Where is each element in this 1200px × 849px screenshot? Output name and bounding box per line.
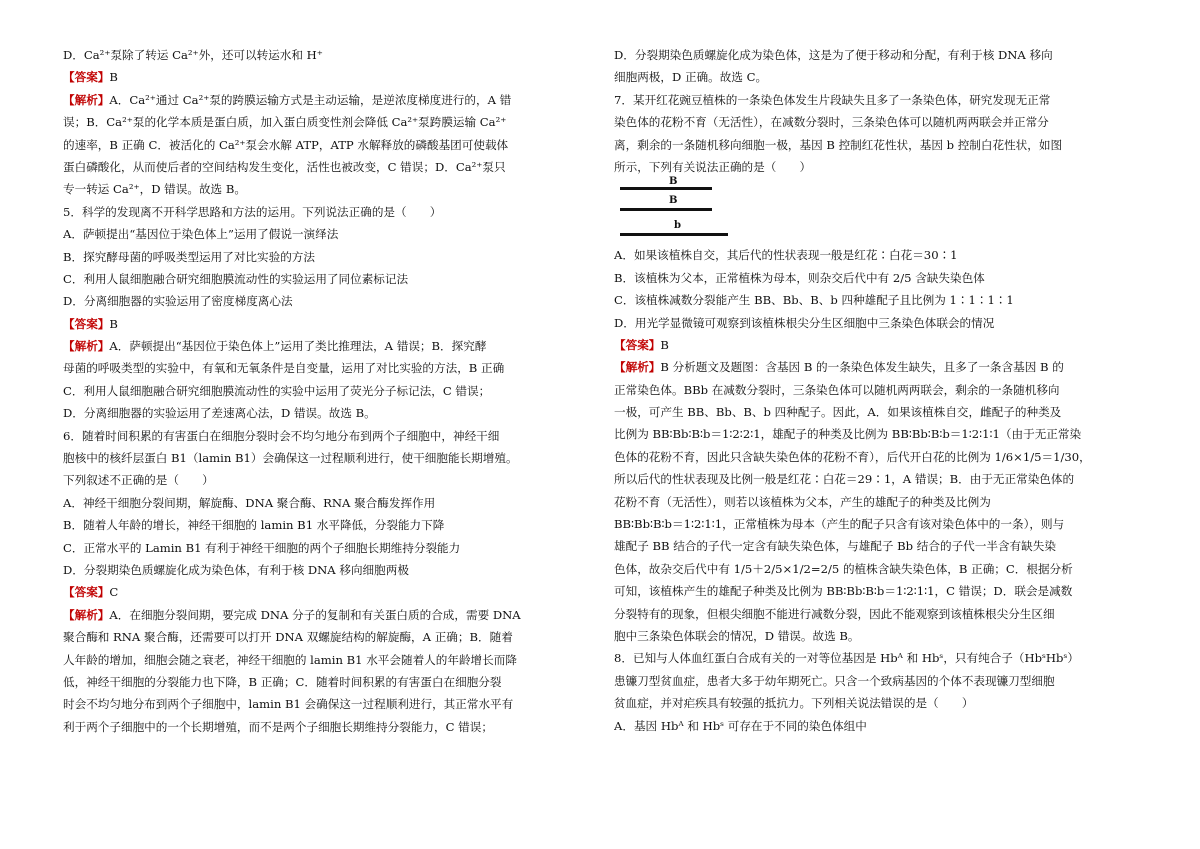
text-line (614, 356, 1142, 378)
text-line (63, 111, 587, 133)
text-line (614, 289, 1142, 311)
text-line (614, 468, 1142, 490)
left-column (63, 44, 587, 738)
line-text: 贫血症，并对疟疾具有较强的抵抗力。下列相关说法错误的是（ ） (614, 696, 974, 711)
answer-tag: 【解析】 (63, 607, 110, 622)
text-line (614, 244, 1142, 266)
answer-tag: 【答案】 (63, 585, 110, 600)
answer-tag: 【解析】 (63, 339, 110, 354)
line-text: 下列叙述不正确的是（ ） (63, 473, 214, 488)
text-line (614, 379, 1142, 401)
text-line (63, 89, 587, 111)
line-text: D．分裂期染色质螺旋化成为染色体，这是为了便于移动和分配，有利于核 DNA 移向 (614, 48, 1053, 62)
line-text: 患镰刀型贫血症，患者大多于幼年期死亡。只含一个致病基因的个体不表现镰刀型细胞 (614, 673, 1055, 688)
right-column (614, 44, 1142, 737)
line-text: 色体的花粉不育，因此只含缺失染色体的花粉不育），后代开白花的比例为 1/6×1/5＝1/30， (614, 449, 1091, 464)
line-text: 所示，下列有关说法正确的是（ ） (614, 159, 812, 174)
line-text: A．如果该植株自交，其后代的性状表现一般是红花∶白花＝30∶1 (614, 248, 958, 263)
text-line (614, 267, 1142, 289)
line-text: 蛋白磷酸化，从而使后者的空间结构发生变化，活性也被改变，C 错误；D．Ca²⁺泵只 (63, 159, 506, 174)
gene-label-3: b (674, 220, 681, 232)
line-text: 细胞两极，D 正确。故选 C。 (614, 70, 768, 85)
text-line (63, 178, 587, 200)
text-line (63, 44, 587, 66)
text-line (63, 604, 587, 626)
text-line (614, 535, 1142, 557)
line-text: 正常染色体。BBb 在减数分裂时，三条染色体可以随机两两联会，剩余的一条随机移向 (614, 382, 1060, 397)
line-text: A．萨顿提出“基因位于染色体上”运用了假说一演绎法 (63, 227, 339, 242)
text-line (63, 335, 587, 357)
line-text: 离，剩余的一条随机移向细胞一极，基因 B 控制红花性状，基因 b 控制白花性状，如图 (614, 137, 1063, 152)
line-text: 专一转运 Ca²⁺，D 错误。故选 B。 (63, 182, 246, 197)
line-text: C (109, 585, 119, 600)
line-text: 一极，可产生 BB、Bb、B、b 四种配子。因此，A．如果该植株自交，雌配子的种类及 (614, 405, 1062, 420)
line-text: 胞中三条染色体联会的情况，D 错误。故选 B。 (614, 628, 860, 643)
text-line (614, 603, 1142, 625)
right-column-top (614, 44, 1142, 178)
line-text: A．基因 Hbᴬ 和 Hbˢ 可存在于不同的染色体组中 (614, 718, 867, 733)
line-text: 比例为 BB∶Bb∶B∶b＝1∶2∶2∶1，雄配子的种类及比例为 BB∶Bb∶B∶b＝1∶2∶1∶1（由于无正常染 (614, 427, 1082, 442)
answer-tag: 【答案】 (63, 70, 110, 85)
line-text: C．利用人鼠细胞融合研究细胞膜流动性的实验运用了同位素标记法 (63, 271, 409, 286)
line-text: A．神经干细胞分裂间期，解旋酶、DNA 聚合酶、RNA 聚合酶发挥作用 (63, 495, 436, 510)
text-line (614, 446, 1142, 468)
text-line (614, 156, 1142, 178)
line-text: B．随着人年龄的增长，神经干细胞的 lamin B1 水平降低，分裂能力下降 (63, 518, 445, 533)
gene-label-2: B (669, 195, 678, 207)
text-line (614, 715, 1142, 737)
text-line (63, 156, 587, 178)
line-text: 时会不均匀地分布到两个子细胞中，lamin B1 会确保这一过程顺利进行，其正常水平有 (63, 697, 514, 712)
line-text: 利于两个子细胞中的一个长期增殖，而不是两个子细胞长期维持分裂能力，C 错误； (63, 719, 493, 734)
answer-tag: 【解析】 (614, 360, 661, 375)
text-line (614, 89, 1142, 111)
text-line (63, 402, 587, 424)
line-text: C．该植株减数分裂能产生 BB、Bb、B、b 四种雄配子且比例为 1∶1∶1∶1 (614, 293, 1014, 308)
text-line (63, 559, 587, 581)
gene-label-1: B (669, 176, 678, 188)
text-line (63, 313, 587, 335)
line-text: 聚合酶和 RNA 聚合酶，还需要可以打开 DNA 双螺旋结构的解旋酶，A 正确；B．随着 (63, 630, 513, 645)
text-line (63, 492, 587, 514)
text-line (614, 401, 1142, 423)
line-text: B (109, 316, 118, 331)
line-text: D．用光学显微镜可观察到该植株根尖分生区细胞中三条染色体联会的情况 (614, 315, 995, 330)
text-line (63, 357, 587, 379)
line-text: B．探究酵母菌的呼吸类型运用了对比实验的方法 (63, 249, 315, 264)
line-text: B．该植株为父本，正常植株为母本，则杂交后代中有 2/5 含缺失染色体 (614, 270, 985, 285)
text-line (614, 44, 1142, 66)
text-line (614, 66, 1142, 88)
text-line (63, 246, 587, 268)
line-text: A．Ca²⁺通过 Ca²⁺泵的跨膜运输方式是主动运输，是逆浓度梯度进行的，A 错 (109, 92, 512, 107)
line-text: A．在细胞分裂间期，要完成 DNA 分子的复制和有关蛋白质的合成，需要 DNA (109, 607, 521, 622)
line-text: 胞核中的核纤层蛋白 B1（lamin B1）会确保这一过程顺利进行，使干细胞能长期增殖。 (63, 451, 518, 466)
answer-tag: 【解析】 (63, 92, 110, 107)
line-text: 花粉不育（无活性），则若以该植株为父本，产生的雄配子的种类及比例为 (614, 494, 991, 509)
line-text: 染色体的花粉不育（无活性），在减数分裂时，三条染色体可以随机两两联会并正常分 (614, 115, 1049, 130)
text-line (614, 423, 1142, 445)
text-line (614, 692, 1142, 714)
answer-tag: 【答案】 (63, 316, 110, 331)
text-line (614, 513, 1142, 535)
text-line (63, 716, 587, 738)
chromosome-deleted-bar (620, 187, 712, 190)
text-line (63, 66, 587, 88)
text-line (614, 625, 1142, 647)
line-text: B (660, 337, 669, 352)
text-line (614, 670, 1142, 692)
line-text: 低，神经干细胞的分裂能力也下降，B 正确；C．随着时间积累的有害蛋白在细胞分裂 (63, 674, 502, 689)
text-line (63, 447, 587, 469)
line-text: BB∶Bb∶B∶b＝1∶2∶1∶1，正常植株为母本（产生的配子只含有该对染色体中的一条），则与 (614, 517, 1065, 532)
line-text: 人年龄的增加，细胞会随之衰老，神经干细胞的 lamin B1 水平会随着人的年龄增长而降 (63, 652, 517, 667)
text-line (63, 626, 587, 648)
text-line (614, 111, 1142, 133)
text-line (614, 312, 1142, 334)
text-line (614, 334, 1142, 356)
text-line (614, 558, 1142, 580)
text-line (63, 134, 587, 156)
line-text: D．Ca²⁺泵除了转运 Ca²⁺外，还可以转运水和 H⁺ (63, 48, 323, 62)
line-text: 误；B．Ca²⁺泵的化学本质是蛋白质，加入蛋白质变性剂会降低 Ca²⁺泵跨膜运输 Ca²⁺ (63, 115, 507, 130)
line-text: D．分离细胞器的实验运用了密度梯度离心法 (63, 294, 293, 309)
text-line (63, 201, 587, 223)
text-line (63, 581, 587, 603)
text-line (614, 580, 1142, 602)
line-text: 雄配子 BB 结合的子代一定含有缺失染色体，与雄配子 Bb 结合的子代一半含有缺失染 (614, 539, 1056, 554)
text-line (63, 693, 587, 715)
chromosome-diagram (614, 178, 1142, 244)
line-text: 分裂特有的现象，但根尖细胞不能进行减数分裂，因此不能观察到该植株根尖分生区细 (614, 606, 1055, 621)
text-line (63, 223, 587, 245)
line-text: B (109, 70, 118, 85)
text-line (63, 649, 587, 671)
text-line (614, 491, 1142, 513)
line-text: A．萨顿提出“基因位于染色体上”运用了类比推理法，A 错误；B．探究酵 (109, 339, 487, 354)
line-text: 5．科学的发现离不开科学思路和方法的运用。下列说法正确的是（ ） (63, 204, 442, 219)
answer-tag: 【答案】 (614, 337, 661, 352)
line-text: 所以后代的性状表现及比例一般是红花∶白花＝29∶1，A 错误；B．由于无正常染色体的 (614, 472, 1075, 487)
line-text: C．利用人鼠细胞融合研究细胞膜流动性的实验中运用了荧光分子标记法，C 错误； (63, 383, 491, 398)
line-text: 7．某开红花豌豆植株的一条染色体发生片段缺失且多了一条染色体，研究发现无正常 (614, 92, 1051, 107)
text-line (614, 134, 1142, 156)
chromosome-normal-bar (620, 233, 728, 236)
text-line (63, 514, 587, 536)
text-line (63, 425, 587, 447)
chromosome-bar-2 (620, 208, 712, 211)
text-line (63, 290, 587, 312)
text-line (63, 268, 587, 290)
line-text: B 分析题文及题图：含基因 B 的一条染色体发生缺失，且多了一条含基因 B 的 (660, 360, 1064, 375)
text-line (63, 380, 587, 402)
line-text: C．正常水平的 Lamin B1 有利于神经干细胞的两个子细胞长期维持分裂能力 (63, 540, 461, 555)
text-line (63, 469, 587, 491)
line-text: 可知，该植株产生的雄配子种类及比例为 BB∶Bb∶B∶b＝1∶2∶1∶1，C 错误；D．联会是减数 (614, 584, 1073, 599)
line-text: 8．已知与人体血红蛋白合成有关的一对等位基因是 Hbᴬ 和 Hbˢ，只有纯合子（HbˢHbˢ） (614, 651, 1079, 666)
line-text: D．分裂期染色质螺旋化成为染色体，有利于核 DNA 移向细胞两极 (63, 562, 409, 577)
line-text: D．分离细胞器的实验运用了差速离心法，D 错误。故选 B。 (63, 406, 376, 421)
right-column-bottom (614, 244, 1142, 737)
line-text: 6．随着时间积累的有害蛋白在细胞分裂时会不均匀地分布到两个子细胞中，神经干细 (63, 428, 500, 443)
line-text: 色体，故杂交后代中有 1/5＋2/5×1/2=2/5 的植株含缺失染色体，B 正确；C．根据分析 (614, 561, 1073, 576)
line-text: 母菌的呼吸类型的实验中，有氧和无氧条件是自变量，运用了对比实验的方法，B 正确 (63, 361, 505, 376)
text-line (63, 671, 587, 693)
line-text: 的速率，B 正确 C．被活化的 Ca²⁺泵会水解 ATP，ATP 水解释放的磷酸基团可使载体 (63, 137, 509, 152)
text-line (63, 537, 587, 559)
text-line (614, 647, 1142, 669)
